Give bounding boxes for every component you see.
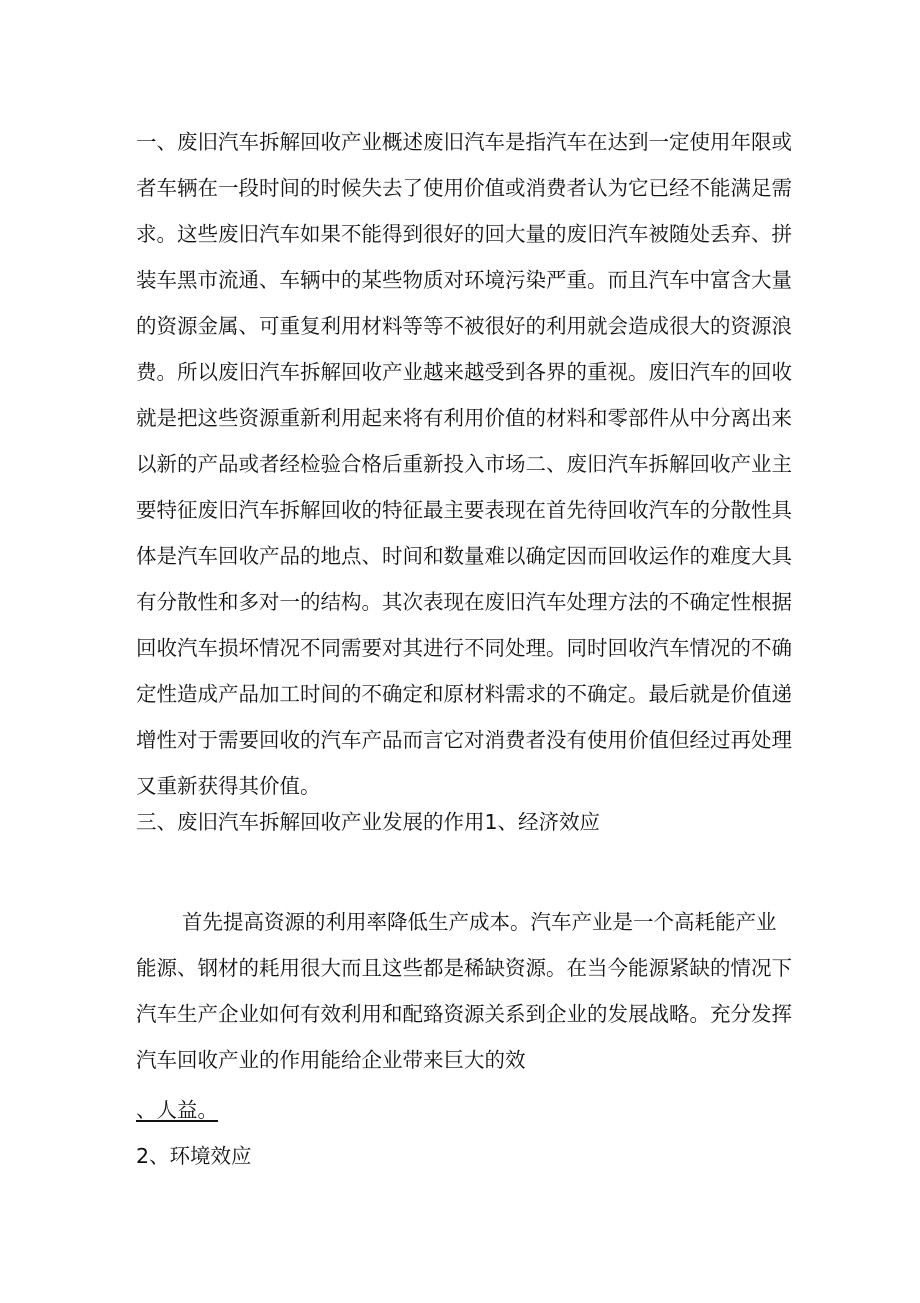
paragraph-line: 求。这些废旧汽车如果不能得到很好的回大量的废旧汽车被随处丢弃、拼 bbox=[136, 222, 792, 246]
paragraph-line: 有分散性和多对一的结构。其次表现在废旧汽车处理方法的不确定性根据 bbox=[136, 590, 792, 614]
paragraph-line: 要特征废旧汽车拆解回收的特征最主要表现在首先待回收汽车的分散性具 bbox=[136, 498, 792, 522]
paragraph-line: 装车黑市流通、车辆中的某些物质对环境污染严重。而且汽车中富含大量 bbox=[136, 268, 792, 292]
paragraph-line: 定性造成产品加工时间的不确定和原材料需求的不确定。最后就是价值递 bbox=[136, 682, 792, 706]
paragraph-line: 的资源金属、可重复利用材料等等不被很好的利用就会造成很大的资源浪 bbox=[136, 314, 792, 338]
paragraph-line: 能源、钢材的耗用很大而且这些都是稀缺资源。在当今能源紧缺的情况下 bbox=[136, 956, 792, 980]
paragraph-line: 增性对于需要回收的汽车产品而言它对消费者没有使用价值但经过再处理 bbox=[136, 728, 792, 752]
paragraph-line: 回收汽车损坏情况不同需要对其进行不同处理。同时回收汽车情况的不确 bbox=[136, 636, 792, 660]
paragraph-line: 首先提高资源的利用率降低生产成本。汽车产业是一个高耗能产业 bbox=[182, 910, 777, 934]
paragraph-line: 又重新获得其价值。 bbox=[136, 774, 321, 798]
section-heading: 三、废旧汽车拆解回收产业发展的作用1、经济效应 bbox=[136, 810, 601, 834]
paragraph-line: 汽车回收产业的作用能给企业带来巨大的效 bbox=[136, 1048, 526, 1072]
paragraph-line: 就是把这些资源重新利用起来将有利用价值的材料和零部件从中分离出来 bbox=[136, 406, 792, 430]
paragraph-line: 费。所以废旧汽车拆解回收产业越来越受到各界的重视。废旧汽车的回收 bbox=[136, 360, 792, 384]
paragraph-line: 一、废旧汽车拆解回收产业概述废旧汽车是指汽车在达到一定使用年限或 bbox=[136, 130, 792, 154]
paragraph-line: 汽车生产企业如何有效利用和配臵资源关系到企业的发展战略。充分发挥 bbox=[136, 1002, 792, 1026]
paragraph-line: 以新的产品或者经检验合格后重新投入市场二、废旧汽车拆解回收产业主 bbox=[136, 452, 792, 476]
paragraph-line: 者车辆在一段时间的时候失去了使用价值或消费者认为它已经不能满足需 bbox=[136, 176, 792, 200]
paragraph-line: 、人益。 bbox=[136, 1098, 218, 1122]
paragraph-line: 体是汽车回收产品的地点、时间和数量难以确定因而回收运作的难度大具 bbox=[136, 544, 792, 568]
subsection-heading: 2、环境效应 bbox=[136, 1144, 252, 1168]
